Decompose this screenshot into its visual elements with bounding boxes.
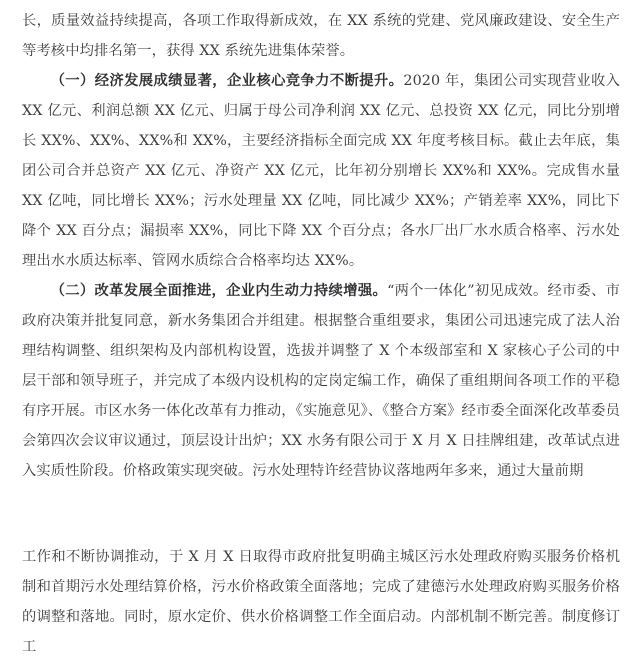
- section-one-body: 2020 年，集团公司实现营业收入 XX 亿元、利润总额 XX 亿元、归属于母公司净利润 XX 亿元、总投资 XX 亿元，同比分别增长 XX%、XX%、XX%和 XX%，主要经济指标全面完成 XX 年度考核目标。截止去年底，集团公司合并总资产 XX 亿元、净资产 XX 亿元，比年初分别增长 XX%和 XX%。完成售水量 XX 亿吨，同比增长 XX%；污水处理量 XX 亿吨，同比减少 XX%；产销差率 XX%，同比下降个 XX 百分点；漏损率 XX%，同比下降 XX 个百分点；各水厂出厂水水质合格率、污水处理出水水质达标率、管网水质综合合格率均达 XX%。: [22, 73, 620, 269]
- paragraph-section-one: [22, 66, 620, 276]
- section-two-body: “两个一体化”初见成效。经市委、市政府决策并批复同意，新水务集团合并组建。根据整合重组要求，集团公司迅速完成了法人治理结构调整、组织架构及内部机构设置，选拔并调整了 X 个本级部室和 X 家核心子公司的中层干部和领导班子，并完成了本级内设机构的定岗定编工作，确保了重组期间各项工作的平稳有序开展。市区水务一体化改革有力推动，《实施意见》、《整合方案》经市委全面深化改革委员会第四次会议审议通过，顶层设计出炉；XX 水务有限公司于 X 月 X 日挂牌组建，改革试点进入实质性阶段。价格政策实现突破。污水处理特许经营协议落地两年多来，通过大量前期: [22, 283, 620, 479]
- next-page-continuation-text: 工作和不断协调推动，于 X 月 X 日取得市政府批复明确主城区污水处理政府购买服务价格机制和首期污水处理结算价格，污水价格政策全面落地；完成了建德污水处理政府购买服务价格的调整和落地。同时，原水定价、供水价格调整工作全面启动。内部机制不断完善。制度修订工: [22, 549, 620, 655]
- section-two-heading: （二）改革发展全面推进，企业内生动力持续增强。: [50, 283, 388, 299]
- paragraph-next-page-continuation: [22, 542, 620, 662]
- page-break-gap: [22, 486, 620, 542]
- page-fragment-top: [22, 6, 620, 486]
- paragraph-section-two: [22, 276, 620, 486]
- section-one-heading: （一）经济发展成绩显著，企业核心竞争力不断提升。: [50, 73, 404, 89]
- paragraph-continuation: [22, 6, 620, 66]
- paragraph-continuation-text: 长，质量效益持续提高，各项工作取得新成效，在 XX 系统的党建、党风廉政建设、安全生产等考核中均排名第一，获得 XX 系统先进集体荣誉。: [22, 13, 620, 59]
- page-fragment-bottom: [22, 542, 620, 662]
- document-body: [22, 6, 620, 662]
